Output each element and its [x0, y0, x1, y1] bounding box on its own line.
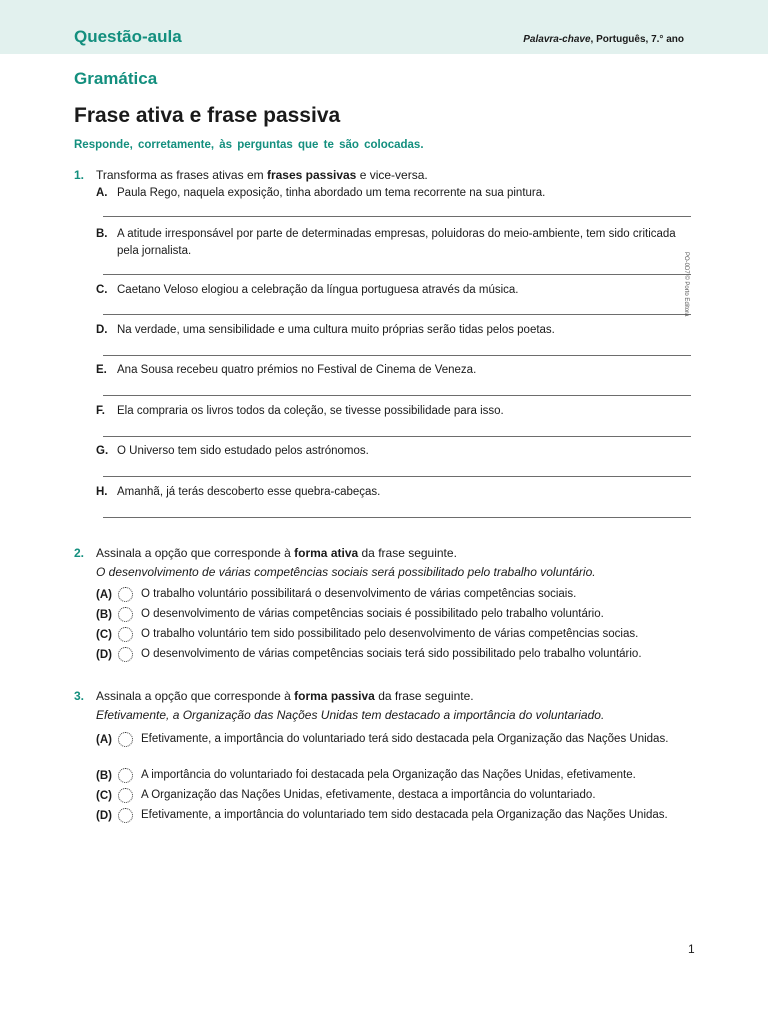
question-1-prompt-start: Transforma as frases ativas em [96, 168, 267, 182]
item-h-text: Amanhã, já terás descoberto esse quebra-cabeças. [117, 486, 381, 498]
answer-line-b[interactable] [103, 274, 691, 275]
q3-option-b-text: A importância do voluntariado foi destacada pela Organização das Nações Unidas, efetivamente. [141, 769, 636, 781]
q3-option-a-text: Efetivamente, a importância do voluntariado terá sido destacada pela Organização das Nações Unidas. [141, 733, 669, 745]
q3-option-d-text: Efetivamente, a importância do voluntariado tem sido destacada pela Organização das Nações Unidas. [141, 809, 668, 821]
item-g-text: O Universo tem sido estudado pelos astrónomos. [117, 445, 369, 457]
item-h-letter: H. [96, 486, 108, 498]
copyright-note: PO-0D7 © Porto Editora [683, 252, 689, 317]
answer-line-f[interactable] [103, 436, 691, 437]
q3-option-a-label: (A) [96, 734, 112, 746]
q2-option-b-text: O desenvolvimento de várias competências sociais é possibilitado pelo trabalho voluntário. [141, 608, 604, 620]
question-3-prompt-start: Assinala a opção que corresponde à [96, 689, 295, 703]
q2-option-c-radio[interactable] [118, 627, 133, 642]
q3-option-d-radio[interactable] [118, 808, 133, 823]
book-reference [523, 34, 684, 45]
question-2-prompt [96, 546, 457, 560]
q2-option-c-label: (C) [96, 629, 112, 641]
question-1-prompt-end: e vice-versa. [356, 168, 428, 182]
item-a-letter: A. [96, 187, 108, 199]
question-3-prompt [96, 689, 474, 703]
question-2-prompt-start: Assinala a opção que corresponde à [96, 546, 295, 560]
item-e-letter: E. [96, 364, 107, 376]
page-title: Frase ativa e frase passiva [74, 104, 341, 127]
section-title: Gramática [74, 69, 158, 88]
question-1-number: 1. [74, 168, 85, 182]
item-b-text: A atitude irresponsável por parte de determinadas empresas, poluidoras do meio-ambiente, tem sido criticada pela jornalista. [117, 228, 676, 257]
q3-option-b-label: (B) [96, 770, 112, 782]
q2-option-d-text: O desenvolvimento de várias competências sociais terá sido possibilitado pelo trabalho voluntário. [141, 648, 642, 660]
question-3-sentence: Efetivamente, a Organização das Nações Unidas tem destacado a importância do voluntariado. [96, 708, 605, 722]
q3-option-c-text: A Organização das Nações Unidas, efetivamente, destaca a importância do voluntariado. [141, 789, 596, 801]
q2-option-b-label: (B) [96, 609, 112, 621]
question-2-number: 2. [74, 546, 85, 560]
item-e-text: Ana Sousa recebeu quatro prémios no Festival de Cinema de Veneza. [117, 364, 477, 376]
q3-option-b-radio[interactable] [118, 768, 133, 783]
book-details: , Português, 7.° ano [590, 34, 684, 45]
item-d-letter: D. [96, 324, 108, 336]
answer-line-e[interactable] [103, 395, 691, 396]
answer-line-c[interactable] [103, 314, 691, 315]
q2-option-a-radio[interactable] [118, 587, 133, 602]
question-1-keyword: frases passivas [266, 168, 357, 182]
item-b-letter: B. [96, 228, 108, 240]
item-g-letter: G. [96, 445, 109, 457]
answer-line-a[interactable] [103, 216, 691, 217]
q2-option-c-text: O trabalho voluntário tem sido possibilitado pelo desenvolvimento de várias competências socias. [141, 628, 639, 640]
question-3-number: 3. [74, 689, 85, 703]
question-2-sentence: O desenvolvimento de várias competências sociais será possibilitado pelo trabalho voluntário. [96, 565, 596, 579]
q2-option-a-label: (A) [96, 589, 112, 601]
item-a-text: Paula Rego, naquela exposição, tinha abordado um tema recorrente na sua pintura. [117, 187, 546, 199]
q2-option-d-radio[interactable] [118, 647, 133, 662]
question-2-keyword: forma ativa [294, 546, 359, 560]
answer-line-g[interactable] [103, 476, 691, 477]
item-f-text: Ela compraria os livros todos da coleção, se tivesse possibilidade para isso. [117, 405, 504, 417]
header-title: Questão-aula [74, 27, 182, 46]
item-c-letter: C. [96, 284, 108, 296]
answer-line-d[interactable] [103, 355, 691, 356]
page-number: 1 [688, 942, 695, 956]
item-c-text: Caetano Veloso elogiou a celebração da língua portuguesa através da música. [117, 284, 519, 296]
question-1-prompt [96, 168, 428, 182]
question-2-prompt-end: da frase seguinte. [358, 546, 457, 560]
question-3-keyword: forma passiva [294, 689, 375, 703]
q2-option-a-text: O trabalho voluntário possibilitará o desenvolvimento de várias competências sociais. [141, 588, 577, 600]
question-3-prompt-end: da frase seguinte. [374, 689, 474, 703]
item-d-text: Na verdade, uma sensibilidade e uma cultura muito próprias serão tidas pelos poetas. [117, 324, 555, 336]
book-name: Palavra-chave [523, 34, 591, 45]
item-f-letter: F. [96, 405, 105, 417]
instruction: Responde, corretamente, às perguntas que te são colocadas. [74, 139, 424, 151]
q3-option-c-radio[interactable] [118, 788, 133, 803]
answer-line-h[interactable] [103, 517, 691, 518]
q3-option-c-label: (C) [96, 790, 112, 802]
q2-option-d-label: (D) [96, 649, 112, 661]
q2-option-b-radio[interactable] [118, 607, 133, 622]
q3-option-a-radio[interactable] [118, 732, 133, 747]
q3-option-d-label: (D) [96, 810, 112, 822]
